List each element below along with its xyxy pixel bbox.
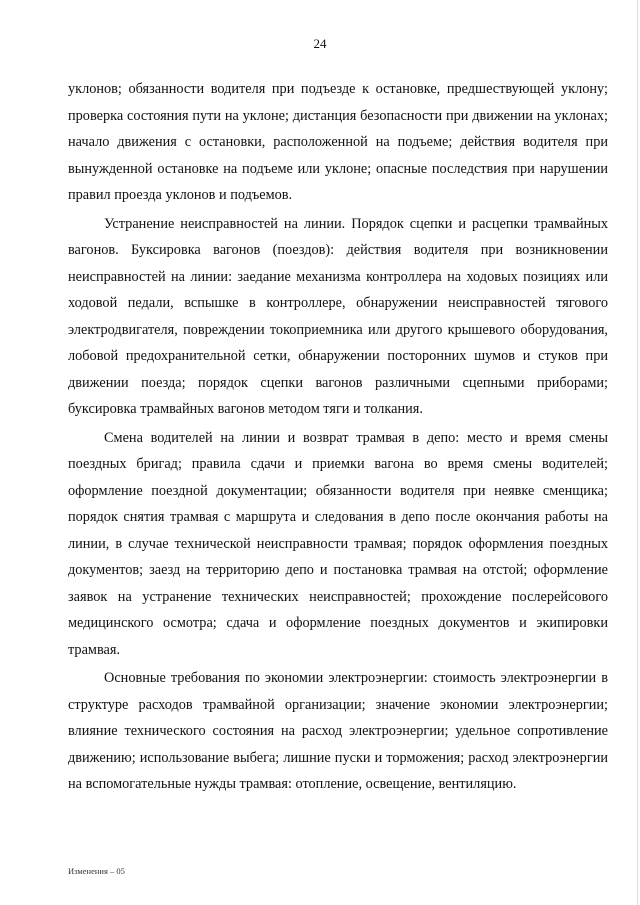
page-number: 24 (313, 36, 327, 51)
paragraph-driver-change: Смена водителей на линии и возврат трамвая в депо: место и время смены поездных бригад; правила сдачи и приемки вагона во время смены водителей; оформление поездной документации; обязанности водителя при неявке сменщика; порядок снятия трамвая с маршрута и следования в депо после окончания работы на линии, в случае технической неисправности трамвая; порядок оформления поездных документов; заезд на территорию депо и постановка трамвая на отстой; оформление заявок на устранение технических неисправностей; прохождение послерейсового медицинского осмотра; сдача и оформление поездных документов и экипировки трамвая. (68, 429, 608, 658)
footer-revision-note: Изменения – 05 (68, 866, 125, 876)
document-body (68, 76, 608, 798)
scan-edge-divider (637, 0, 638, 905)
paragraph-line-malfunctions: Устранение неисправностей на линии. Порядок сцепки и расцепки трамвайных вагонов. Буксировка вагонов (поездов): действия водителя при возникновении неисправностей на линии: заедание механизма контроллера на ходовых позициях или ходовой педали, вспышке в контроллере, обнаружении неисправностей тягового электродвигателя, повреждении токоприемника или другого крышевого оборудования, лобовой предохранительной сетки, обнаружении посторонних шумов и стуков при движении поезда; порядок сцепки вагонов различными сцепными приборами; буксировка трамвайных вагонов методом тяги и толкания. (68, 215, 608, 417)
paragraph-energy-saving: Основные требования по экономии электроэнергии: стоимость электроэнергии в структуре расходов трамвайной организации; значение экономии электроэнергии; влияние технического состояния на расход электроэнергии; удельное сопротивление движению; использование выбега; лишние пуски и торможения; расход электроэнергии на вспомогательные нужды трамвая: отопление, освещение, вентиляцию. (68, 670, 608, 792)
paragraph-slopes-continuation: уклонов; обязанности водителя при подъезде к остановке, предшествующей уклону; проверка состояния пути на уклоне; дистанция безопасности при движении на уклонах; начало движения с остановки, расположенной на подъеме; действия водителя при вынужденной остановке на подъеме или уклоне; опасные последствия при нарушении правил проезда уклонов и подъемов. (68, 81, 608, 203)
